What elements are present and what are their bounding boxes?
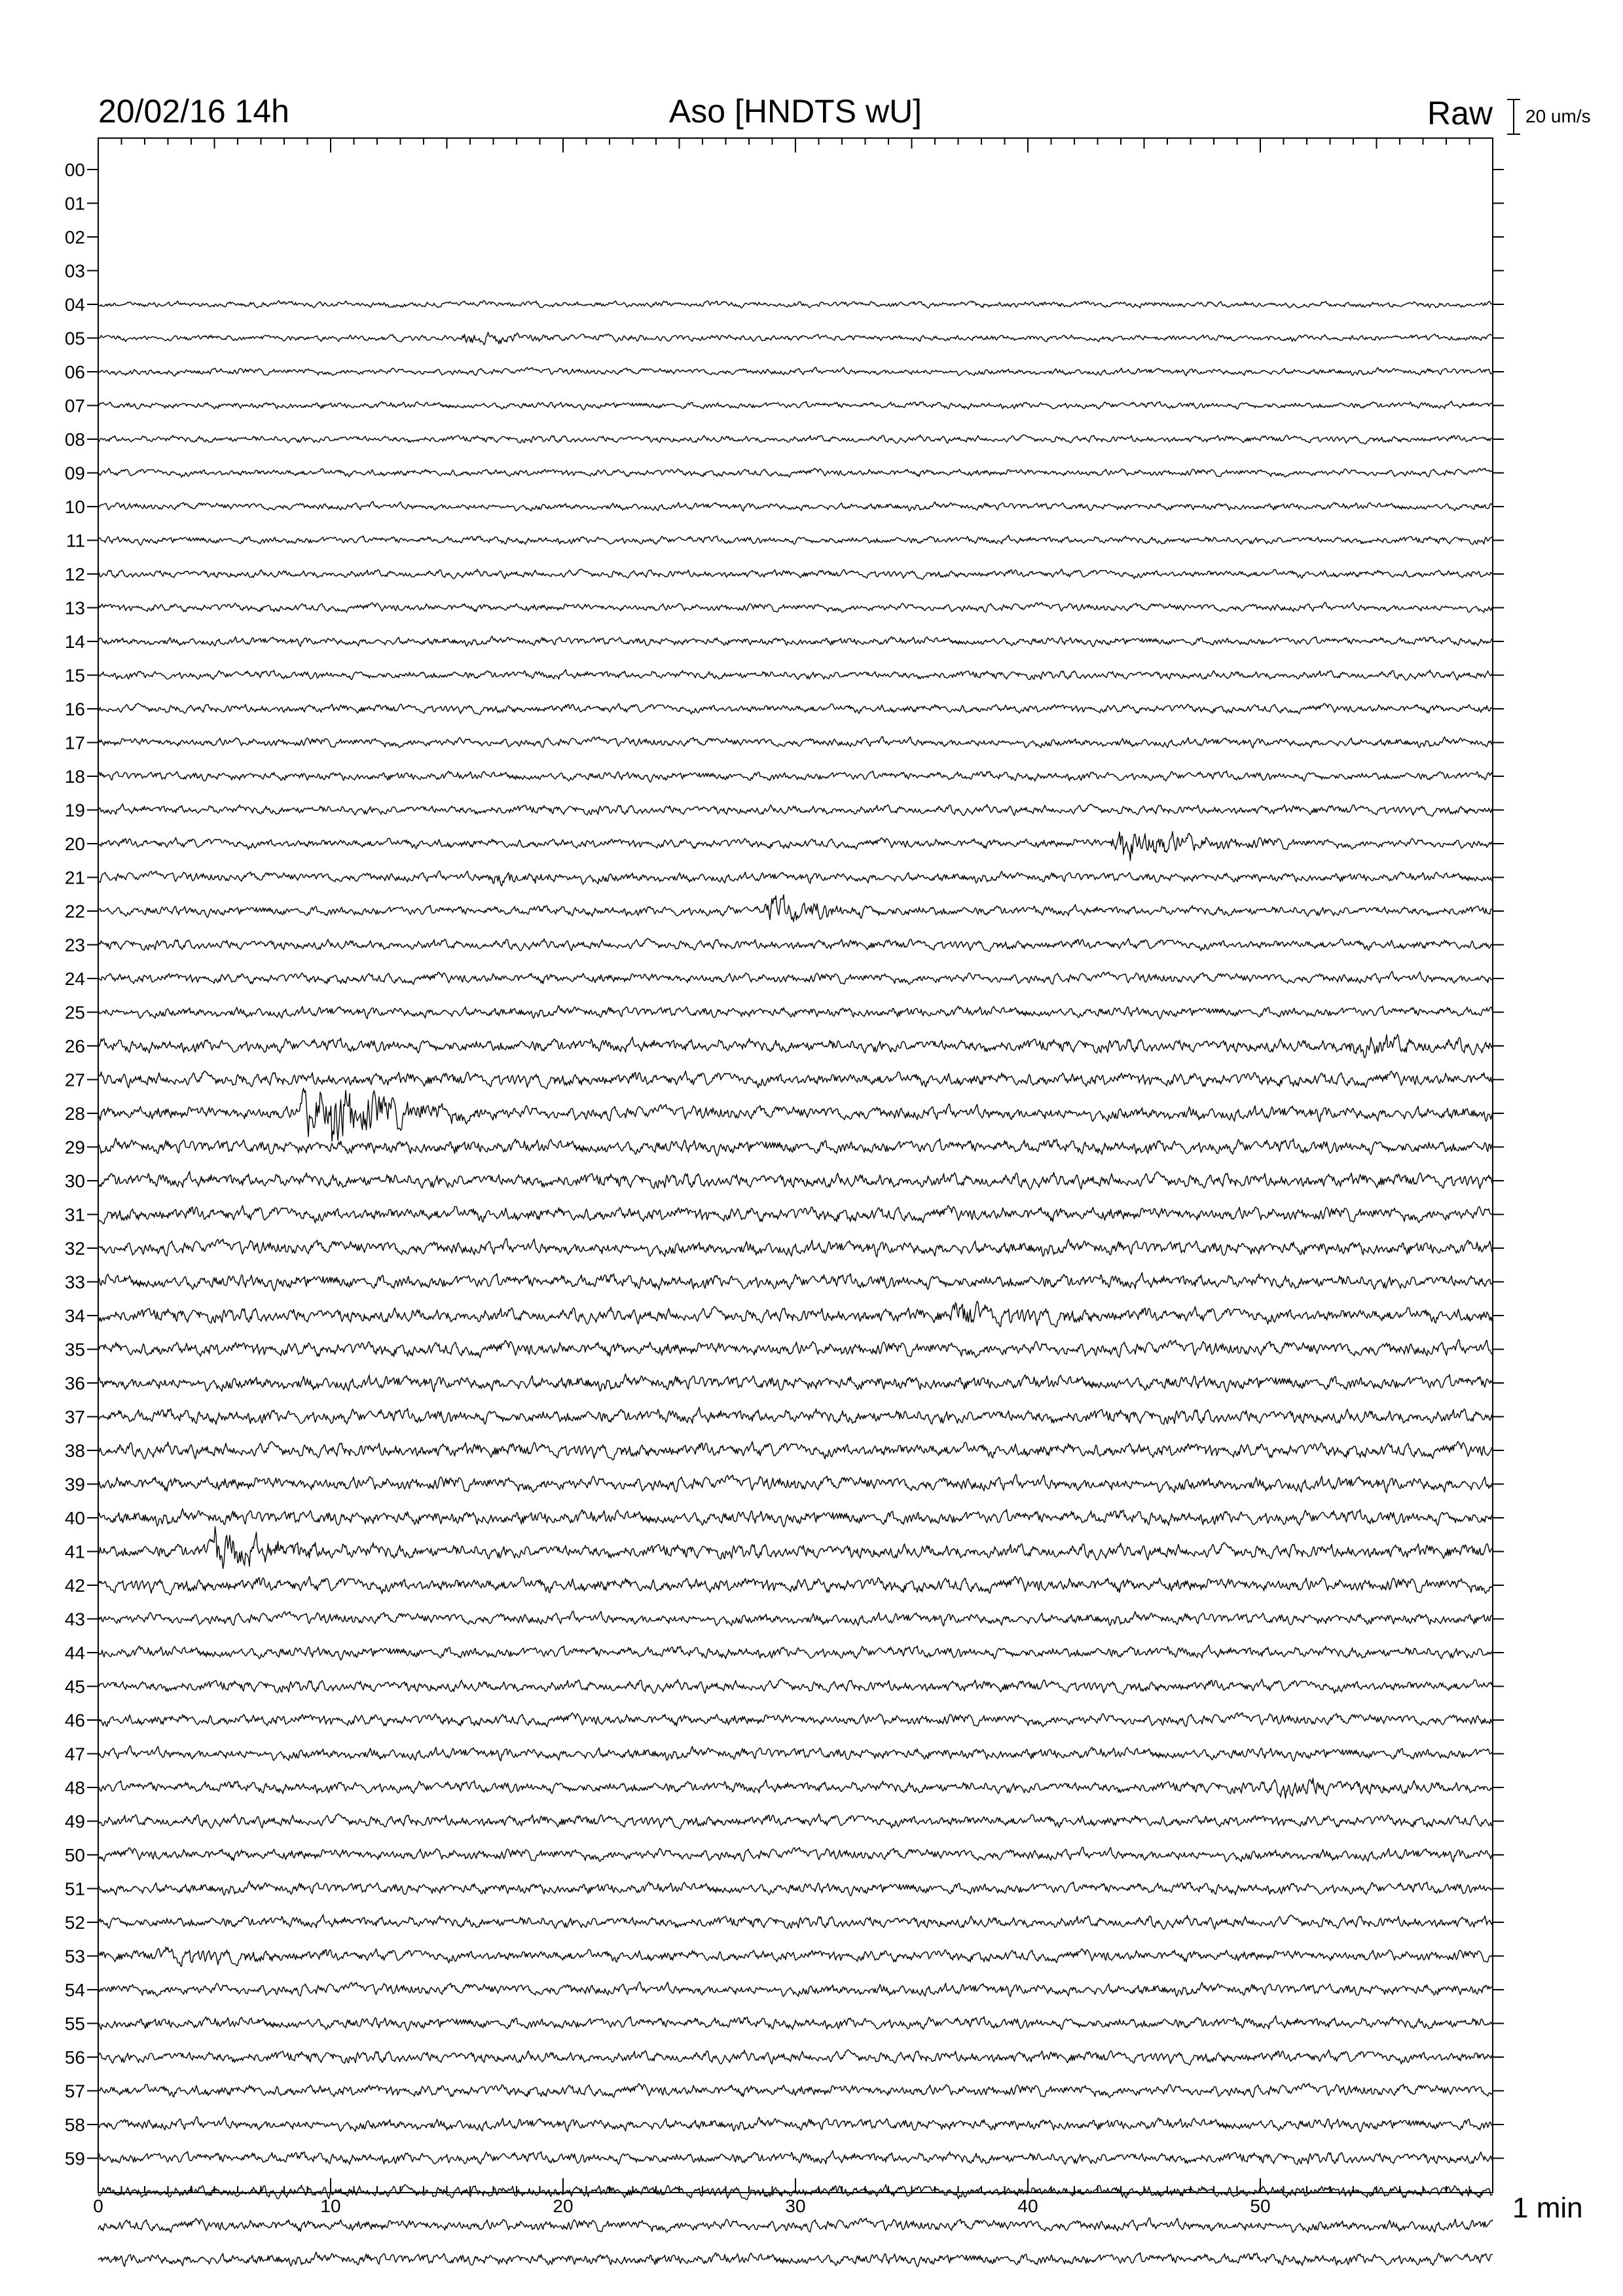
row-label-52: 52 [64, 1912, 85, 1933]
mode-label: Raw [1427, 95, 1493, 132]
trace-row-41 [98, 1527, 1493, 1569]
row-label-12: 12 [64, 564, 85, 584]
trace-row-53 [98, 1947, 1493, 1967]
trace-row-59 [98, 2151, 1493, 2164]
row-label-25: 25 [64, 1002, 85, 1023]
trace-row-52 [98, 1914, 1493, 1929]
row-label-22: 22 [64, 901, 85, 922]
x-tick-label-10: 10 [320, 2196, 341, 2216]
trace-row-20 [98, 832, 1493, 861]
row-label-48: 48 [64, 1778, 85, 1798]
trace-row-57 [98, 2083, 1493, 2098]
trace-row-51 [98, 1881, 1493, 1896]
row-label-21: 21 [64, 867, 85, 888]
x-tick-label-40: 40 [1017, 2196, 1038, 2216]
row-label-43: 43 [64, 1609, 85, 1630]
row-label-01: 01 [64, 193, 85, 214]
trace-row-21 [98, 871, 1493, 886]
row-label-02: 02 [64, 227, 85, 247]
amplitude-scale-label: 20 um/s [1525, 106, 1591, 126]
row-label-16: 16 [64, 699, 85, 719]
trace-row-18 [98, 771, 1493, 782]
row-label-55: 55 [64, 2013, 85, 2034]
trace-row-4 [98, 300, 1493, 308]
trace-row-9 [98, 468, 1493, 477]
x-tick-label-50: 50 [1250, 2196, 1271, 2216]
row-label-20: 20 [64, 834, 85, 854]
trace-row-11 [98, 535, 1493, 545]
row-label-41: 41 [64, 1541, 85, 1562]
row-label-03: 03 [64, 260, 85, 281]
trace-row-14 [98, 636, 1493, 647]
trace-row-48 [98, 1778, 1493, 1799]
trace-row-39 [98, 1475, 1493, 1493]
row-label-42: 42 [64, 1575, 85, 1596]
trace-row-42 [98, 1576, 1493, 1594]
row-label-38: 38 [64, 1441, 85, 1461]
time-unit-label: 1 min [1512, 2192, 1583, 2224]
row-label-45: 45 [64, 1676, 85, 1697]
row-label-56: 56 [64, 2047, 85, 2068]
row-label-37: 37 [64, 1407, 85, 1427]
row-label-27: 27 [64, 1069, 85, 1090]
row-label-24: 24 [64, 969, 85, 989]
minute-row-labels [65, 160, 1504, 2169]
row-label-32: 32 [64, 1238, 85, 1259]
row-label-53: 53 [64, 1946, 85, 1967]
trace-row-33 [98, 1272, 1493, 1291]
trace-row-32 [98, 1239, 1493, 1257]
row-label-36: 36 [64, 1373, 85, 1393]
trace-row-7 [98, 401, 1493, 410]
trace-row-35 [98, 1340, 1493, 1357]
trace-row-45 [98, 1679, 1493, 1694]
row-label-11: 11 [65, 530, 85, 551]
minute-ticks [98, 138, 1493, 152]
seconds-axis [93, 2178, 1493, 2216]
trace-row-25 [98, 1005, 1493, 1019]
row-label-29: 29 [64, 1137, 85, 1158]
row-label-50: 50 [64, 1845, 85, 1865]
row-label-30: 30 [64, 1171, 85, 1191]
trace-row-19 [98, 804, 1493, 816]
row-label-19: 19 [64, 800, 85, 821]
row-label-09: 09 [64, 463, 85, 484]
row-label-18: 18 [64, 766, 85, 787]
seismic-traces [98, 300, 1493, 2267]
trace-row-56 [98, 2050, 1493, 2065]
row-label-33: 33 [64, 1272, 85, 1293]
trace-row-24 [98, 972, 1493, 985]
row-label-13: 13 [64, 598, 85, 619]
row-label-59: 59 [64, 2148, 85, 2169]
trace-row-46 [98, 1713, 1493, 1727]
trace-row-8 [98, 435, 1493, 444]
trace-row-47 [98, 1746, 1493, 1761]
trace-row-27 [98, 1071, 1493, 1088]
trace-row-58 [98, 2117, 1493, 2132]
datetime-label: 20/02/16 14h [98, 93, 289, 130]
trace-row-30 [98, 1172, 1493, 1189]
trace-row-62 [98, 2252, 1493, 2267]
trace-row-12 [98, 569, 1493, 580]
trace-row-29 [98, 1138, 1493, 1156]
row-label-06: 06 [64, 362, 85, 382]
trace-row-37 [98, 1407, 1493, 1424]
row-label-17: 17 [64, 732, 85, 753]
x-tick-label-20: 20 [553, 2196, 574, 2216]
row-label-31: 31 [64, 1204, 85, 1225]
row-label-34: 34 [64, 1306, 85, 1326]
trace-row-36 [98, 1374, 1493, 1392]
row-label-23: 23 [64, 935, 85, 956]
row-label-47: 47 [64, 1744, 85, 1765]
row-label-44: 44 [64, 1643, 85, 1663]
trace-row-38 [98, 1441, 1493, 1460]
trace-row-10 [98, 502, 1493, 512]
trace-row-28 [98, 1088, 1493, 1141]
trace-row-17 [98, 737, 1493, 748]
row-label-14: 14 [64, 632, 85, 652]
trace-row-55 [98, 2016, 1493, 2031]
trace-row-16 [98, 704, 1493, 715]
row-label-15: 15 [64, 665, 85, 686]
row-label-04: 04 [64, 295, 85, 315]
row-label-51: 51 [64, 1878, 85, 1899]
trace-row-31 [98, 1206, 1493, 1224]
row-label-28: 28 [64, 1103, 85, 1124]
trace-row-44 [98, 1645, 1493, 1660]
row-label-26: 26 [64, 1036, 85, 1056]
row-label-58: 58 [64, 2115, 85, 2135]
row-label-46: 46 [64, 1710, 85, 1731]
trace-row-40 [98, 1509, 1493, 1527]
trace-row-23 [98, 939, 1493, 952]
row-label-54: 54 [64, 1980, 85, 2000]
x-tick-label-30: 30 [785, 2196, 806, 2216]
trace-row-13 [98, 602, 1493, 612]
trace-row-54 [98, 1982, 1493, 1997]
trace-row-49 [98, 1814, 1493, 1829]
trace-row-43 [98, 1611, 1493, 1626]
trace-row-15 [98, 670, 1493, 680]
row-label-35: 35 [64, 1339, 85, 1360]
amplitude-scale-bar [1507, 99, 1520, 134]
row-label-10: 10 [64, 497, 85, 517]
trace-row-26 [98, 1035, 1493, 1058]
row-label-08: 08 [64, 429, 85, 450]
trace-row-34 [98, 1301, 1493, 1327]
row-label-00: 00 [64, 160, 85, 180]
trace-row-5 [98, 332, 1493, 345]
trace-row-6 [98, 367, 1493, 376]
row-label-05: 05 [64, 328, 85, 349]
row-label-39: 39 [64, 1474, 85, 1495]
row-label-49: 49 [64, 1811, 85, 1832]
trace-row-50 [98, 1847, 1493, 1862]
plot-frame [98, 138, 1493, 2193]
row-label-07: 07 [64, 395, 85, 416]
station-title: Aso [HNDTS wU] [668, 93, 922, 130]
trace-row-22 [98, 895, 1493, 922]
row-label-40: 40 [64, 1508, 85, 1528]
trace-row-61 [98, 2218, 1493, 2233]
row-label-57: 57 [64, 2081, 85, 2102]
x-tick-label-0: 0 [93, 2196, 103, 2216]
